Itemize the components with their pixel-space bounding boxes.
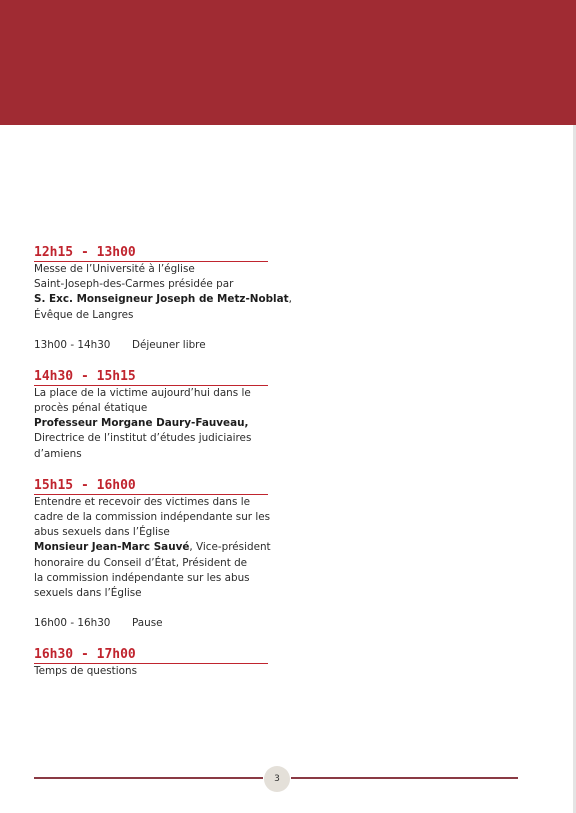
schedule-slot <box>34 478 274 601</box>
speaker-role-line: honoraire du Conseil d’État, Président de <box>34 556 248 569</box>
speaker-name: S. Exc. Monseigneur Joseph de Metz-Noblat <box>34 293 289 306</box>
speaker-name: Monsieur Jean-Marc Sauvé <box>34 541 190 554</box>
slot-description-line: Saint-Joseph-des-Carmes présidée par <box>34 278 234 291</box>
speaker-name: Professeur Morgane Daury-Fauveau, <box>34 417 249 430</box>
schedule-slot <box>34 245 292 323</box>
schedule-slot <box>34 369 274 462</box>
break-label: Pause <box>132 617 163 630</box>
speaker-role-line: Évêque de Langres <box>34 308 134 321</box>
footer-rule-right <box>291 777 518 779</box>
slot-description-line: procès pénal étatique <box>34 402 148 415</box>
schedule-slot <box>34 647 274 679</box>
speaker-suffix: , <box>288 293 292 306</box>
page-number: 3 <box>274 774 280 784</box>
page-number-badge <box>264 766 290 792</box>
slot-time: 12h15 - 13h00 <box>34 245 268 262</box>
speaker-line <box>34 540 274 555</box>
speaker-role-line: d’amiens <box>34 447 82 460</box>
slot-description-line: Messe de l’Université à l’église <box>34 263 195 275</box>
break-time: 16h00 - 16h30 <box>34 617 111 630</box>
speaker-role-line: la commission indépendante sur les abus <box>34 571 250 584</box>
break-label: Déjeuner libre <box>132 338 206 351</box>
break-row <box>34 616 274 631</box>
break-row <box>34 338 274 353</box>
slot-time: 16h30 - 17h00 <box>34 647 268 664</box>
slot-time: 15h15 - 16h00 <box>34 478 268 495</box>
speaker-suffix: , Vice-président <box>189 541 271 554</box>
break-time: 13h00 - 14h30 <box>34 338 111 351</box>
speaker-role-line: sexuels dans l’Église <box>34 587 142 600</box>
slot-description-line: abus sexuels dans l’Église <box>34 526 170 539</box>
speaker-role-line: Directrice de l’institut d’études judiciaires <box>34 432 252 445</box>
header-band <box>0 0 576 125</box>
slot-description-line: cadre de la commission indépendante sur les <box>34 511 271 524</box>
speaker-line <box>34 292 292 307</box>
footer-rule-left <box>34 777 263 779</box>
slot-time: 14h30 - 15h15 <box>34 369 268 386</box>
program-schedule <box>34 245 292 679</box>
slot-description-line: Temps de questions <box>34 665 138 678</box>
slot-description-line: Entendre et recevoir des victimes dans le <box>34 495 251 508</box>
slot-description-line: La place de la victime aujourd’hui dans le <box>34 386 251 399</box>
